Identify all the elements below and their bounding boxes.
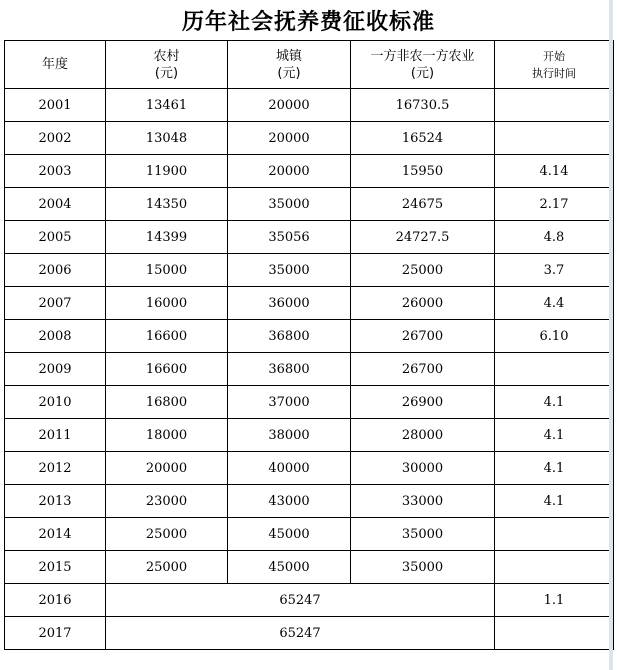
cell-mixed[interactable]: 26900 [351,386,495,419]
cell-mixed[interactable]: 16524 [351,122,495,155]
cell-year[interactable]: 2003 [5,155,106,188]
cell-year[interactable]: 2017 [5,617,106,650]
cell-start[interactable] [495,122,614,155]
cell-urban[interactable]: 36800 [228,320,351,353]
cell-start[interactable] [495,518,614,551]
header-mixed[interactable]: 一方非农一方农业 (元) [351,41,495,89]
cell-mixed[interactable]: 35000 [351,518,495,551]
cell-urban[interactable]: 20000 [228,122,351,155]
cell-start[interactable] [495,551,614,584]
cell-year[interactable]: 2006 [5,254,106,287]
cell-urban[interactable]: 40000 [228,452,351,485]
cell-mixed[interactable]: 33000 [351,485,495,518]
table-row [5,320,614,353]
cell-mixed[interactable]: 35000 [351,551,495,584]
cell-urban[interactable]: 35056 [228,221,351,254]
fee-table [4,40,614,650]
table-row [5,155,614,188]
table-row [5,188,614,221]
cell-start[interactable]: 4.8 [495,221,614,254]
table-row [5,551,614,584]
cell-mixed[interactable]: 26700 [351,353,495,386]
cell-year[interactable]: 2012 [5,452,106,485]
header-row [5,41,614,89]
cell-rural[interactable]: 23000 [106,485,228,518]
cell-urban[interactable]: 45000 [228,551,351,584]
cell-mixed[interactable]: 24675 [351,188,495,221]
cell-start[interactable]: 2.17 [495,188,614,221]
cell-urban[interactable]: 35000 [228,254,351,287]
cell-mixed[interactable]: 15950 [351,155,495,188]
cell-rural[interactable]: 14350 [106,188,228,221]
cell-year[interactable]: 2008 [5,320,106,353]
header-urban[interactable]: 城镇 (元) [228,41,351,89]
cell-rural[interactable]: 25000 [106,518,228,551]
cell-year[interactable]: 2013 [5,485,106,518]
cell-mixed[interactable]: 26700 [351,320,495,353]
cell-start[interactable]: 4.1 [495,386,614,419]
cell-year[interactable]: 2009 [5,353,106,386]
cell-urban[interactable]: 36000 [228,287,351,320]
cell-urban[interactable]: 43000 [228,485,351,518]
cell-urban[interactable]: 20000 [228,89,351,122]
table-row [5,452,614,485]
cell-rural[interactable]: 13048 [106,122,228,155]
table-row-merged [5,584,614,617]
table-row [5,518,614,551]
cell-rural[interactable]: 20000 [106,452,228,485]
cell-mixed[interactable]: 25000 [351,254,495,287]
cell-urban[interactable]: 35000 [228,188,351,221]
cell-urban[interactable]: 37000 [228,386,351,419]
cell-merged-value[interactable]: 65247 [106,617,495,650]
cell-rural[interactable]: 16600 [106,320,228,353]
cell-year[interactable]: 2011 [5,419,106,452]
cell-start[interactable]: 4.4 [495,287,614,320]
spreadsheet [4,0,613,670]
cell-start[interactable]: 3.7 [495,254,614,287]
table-row [5,221,614,254]
table-row-merged [5,617,614,650]
cell-year[interactable]: 2004 [5,188,106,221]
cell-year[interactable]: 2015 [5,551,106,584]
table-title: 历年社会抚养费征收标准 [4,0,613,41]
cell-year[interactable]: 2014 [5,518,106,551]
cell-rural[interactable]: 16800 [106,386,228,419]
cell-start[interactable]: 1.1 [495,584,614,617]
cell-urban[interactable]: 20000 [228,155,351,188]
cell-start[interactable]: 4.1 [495,485,614,518]
cell-merged-value[interactable]: 65247 [106,584,495,617]
table-row [5,89,614,122]
cell-mixed[interactable]: 28000 [351,419,495,452]
cell-start[interactable] [495,617,614,650]
window-edge [609,0,613,670]
cell-year[interactable]: 2016 [5,584,106,617]
cell-start[interactable] [495,89,614,122]
cell-start[interactable]: 6.10 [495,320,614,353]
header-rural[interactable]: 农村 (元) [106,41,228,89]
cell-mixed[interactable]: 24727.5 [351,221,495,254]
cell-rural[interactable]: 13461 [106,89,228,122]
table-row [5,485,614,518]
table-row [5,419,614,452]
cell-rural[interactable]: 18000 [106,419,228,452]
cell-urban[interactable]: 36800 [228,353,351,386]
cell-start[interactable] [495,353,614,386]
table-row [5,122,614,155]
header-year[interactable]: 年度 [5,41,106,89]
cell-rural[interactable]: 14399 [106,221,228,254]
cell-rural[interactable]: 15000 [106,254,228,287]
cell-rural[interactable]: 11900 [106,155,228,188]
cell-year[interactable]: 2002 [5,122,106,155]
table-row [5,254,614,287]
cell-mixed[interactable]: 26000 [351,287,495,320]
cell-year[interactable]: 2001 [5,89,106,122]
header-start-time[interactable]: 开始 执行时间 [495,41,614,89]
cell-urban[interactable]: 45000 [228,518,351,551]
cell-start[interactable]: 4.1 [495,452,614,485]
table-row [5,287,614,320]
cell-year[interactable]: 2005 [5,221,106,254]
cell-mixed[interactable]: 30000 [351,452,495,485]
cell-year[interactable]: 2010 [5,386,106,419]
cell-start[interactable]: 4.14 [495,155,614,188]
cell-start[interactable]: 4.1 [495,419,614,452]
cell-rural[interactable]: 25000 [106,551,228,584]
cell-urban[interactable]: 38000 [228,419,351,452]
table-row [5,386,614,419]
cell-rural[interactable]: 16600 [106,353,228,386]
cell-mixed[interactable]: 16730.5 [351,89,495,122]
table-row [5,353,614,386]
cell-year[interactable]: 2007 [5,287,106,320]
cell-rural[interactable]: 16000 [106,287,228,320]
